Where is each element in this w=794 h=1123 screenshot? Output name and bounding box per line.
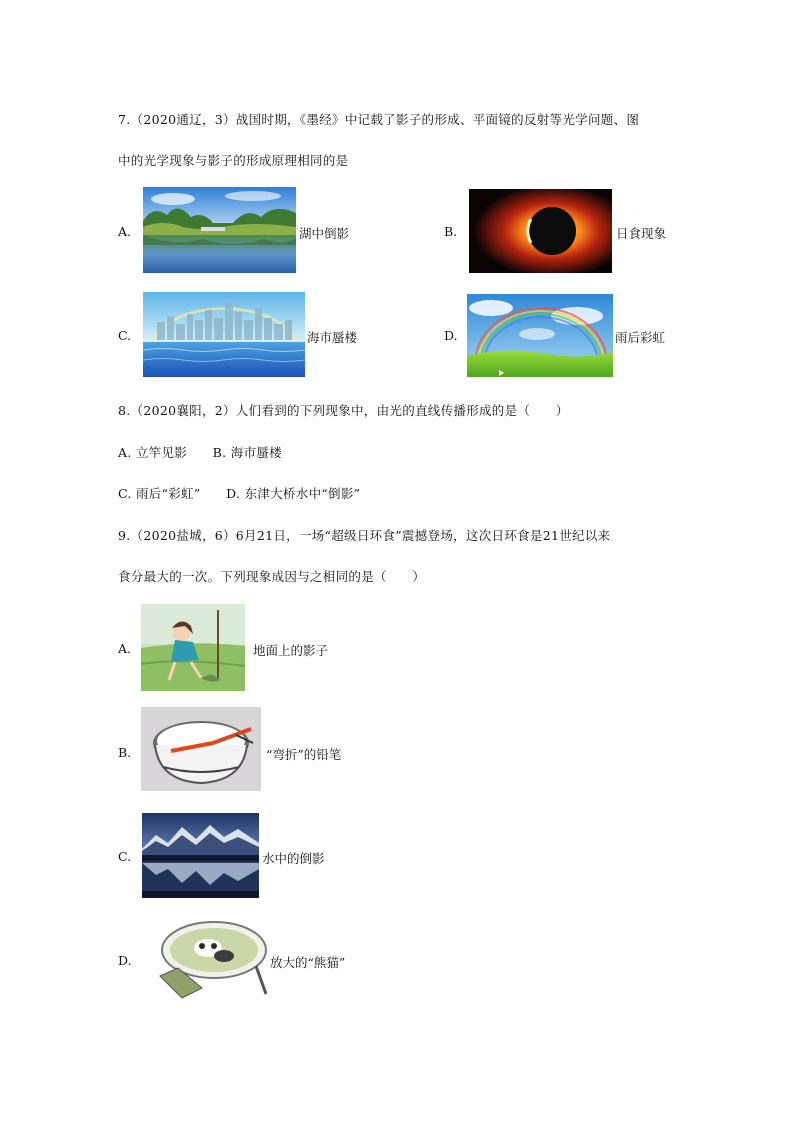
q9-option-a-caption: 地面上的影子: [253, 643, 329, 658]
q7-stem-line2: 中的光学现象与影子的形成原理相同的是: [118, 153, 349, 168]
magnifier-panda-image: [142, 916, 268, 1001]
q7-option-a-letter: A.: [118, 224, 132, 239]
q7-option-d-caption: 雨后彩虹: [615, 330, 666, 345]
q9-option-d-caption: 放大的“熊猫”: [270, 955, 346, 970]
q7-option-c-letter: C.: [118, 328, 132, 343]
bent-pencil-image: [141, 707, 261, 791]
q7-option-d-letter: D.: [444, 328, 458, 343]
solar-eclipse-image: [469, 189, 612, 273]
q9-option-d-letter: D.: [118, 953, 132, 968]
q8-options-row1: A. 立竿见影 B. 海市蜃楼: [118, 445, 282, 460]
water-reflection-image: [142, 813, 259, 898]
q9-stem-line2: 食分最大的一次。下列现象成因与之相同的是（ ）: [118, 569, 426, 584]
q7-option-b-caption: 日食现象: [616, 226, 667, 241]
ground-shadow-image: [141, 604, 245, 691]
q9-option-a-letter: A.: [118, 641, 132, 656]
q9-option-c-letter: C.: [118, 849, 132, 864]
rainbow-image: [467, 294, 613, 377]
q8-stem: 8.（2020襄阳，2）人们看到的下列现象中，由光的直线传播形成的是（ ）: [118, 403, 569, 418]
q7-option-c-caption: 海市蜃楼: [307, 330, 358, 345]
q7-stem-line1: 7.（2020通辽，3）战国时期，《墨经》中记载了影子的形成、平面镜的反射等光学问题、图: [118, 112, 640, 127]
q9-option-b-letter: B.: [118, 745, 132, 760]
q9-stem-line1: 9.（2020盐城，6）6月21日，一场“超级日环食”震撼登场，这次日环食是21世纪以来: [118, 528, 611, 543]
q9-option-c-caption: 水中的倒影: [262, 851, 325, 866]
lake-reflection-image: [143, 187, 296, 273]
q9-option-b-caption: “弯折”的铅笔: [266, 747, 342, 762]
q7-option-a-caption: 湖中倒影: [299, 226, 350, 241]
q8-options-row2: C. 雨后“彩虹” D. 东津大桥水中“倒影”: [118, 486, 361, 501]
mirage-image: [143, 292, 305, 377]
q7-option-b-letter: B.: [444, 224, 458, 239]
